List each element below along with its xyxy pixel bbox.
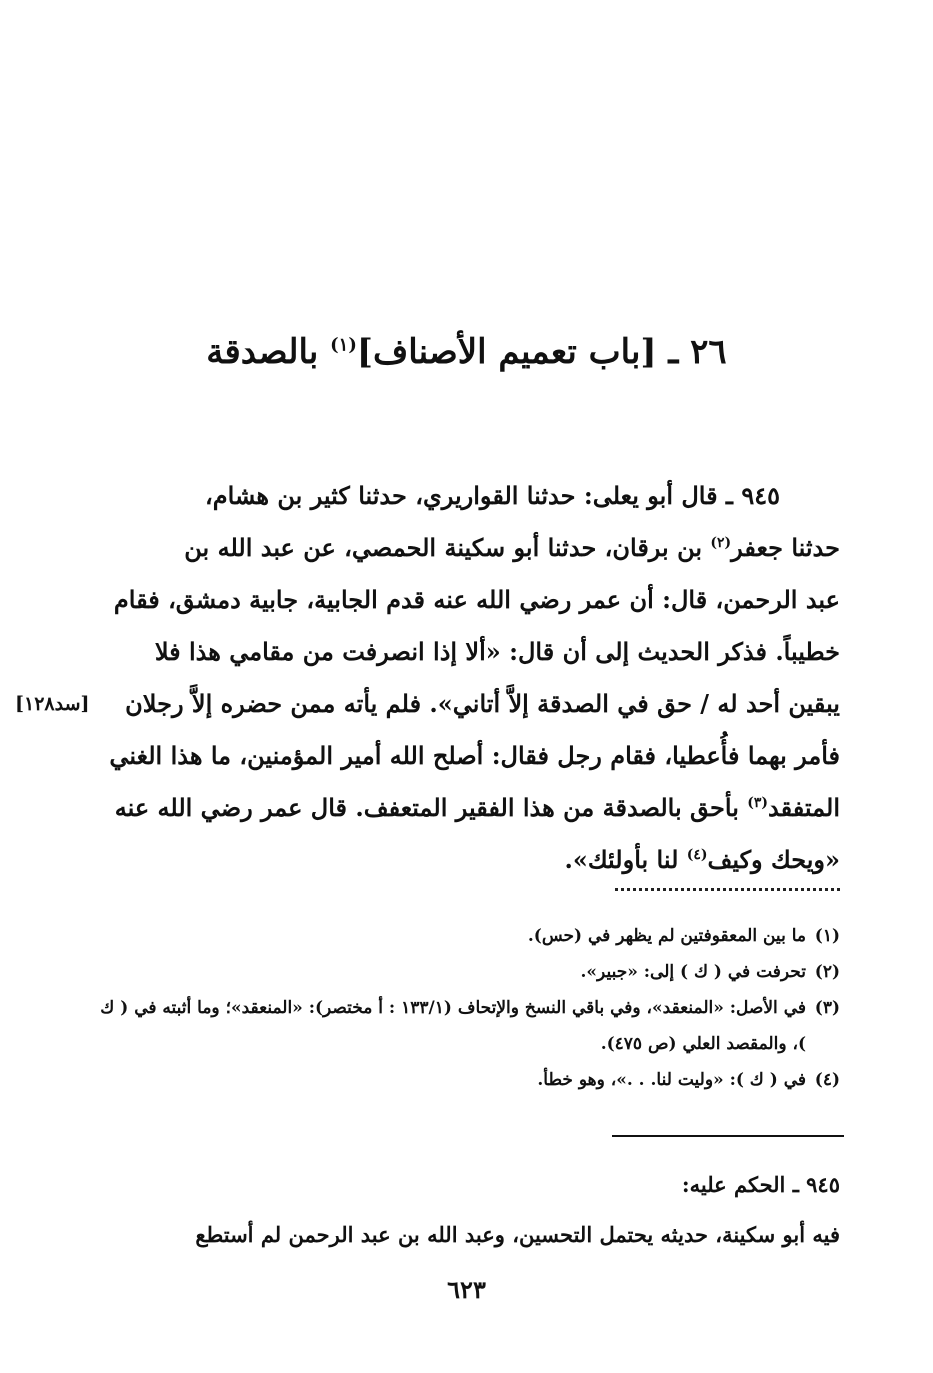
hadith-line (95, 834, 840, 886)
footnote-text: تحرفت في ( ك ) إلى: «جبير». (580, 962, 806, 982)
hadith-line-part: لنا بأولئك». (564, 845, 687, 874)
hadith-line-part: «ويحك وكيف (707, 845, 840, 874)
chapter-footnote-marker[interactable]: (١) (330, 334, 357, 356)
footnote-item (95, 1062, 840, 1098)
commentary-separator (612, 1135, 844, 1137)
hadith-line-part: يبقين أحد له / حق في الصدقة إلاَّ أتاني». فلم يأته ممن حضره إلاَّ رجلان (125, 689, 840, 718)
hadith-line-part: حدثنا جعفر (731, 533, 840, 562)
footnote-number: (٢) (814, 962, 840, 982)
hadith-line: عبد الرحمن، قال: أن عمر رضي الله عنه قدم الجابية، جابية دمشق، فقام (113, 585, 840, 614)
footnote-item (95, 954, 840, 990)
footnote-number: (١) (814, 926, 840, 946)
footnote-separator (615, 888, 840, 891)
footnote-marker-4[interactable]: (٤) (686, 847, 708, 863)
hadith-line-part: بأحق بالصدقة من هذا الفقير المتعفف. قال عمر رضي الله عنه (114, 793, 748, 822)
page-number: ٦٢٣ (447, 1275, 486, 1304)
footnote-text: في الأصل: «المنعقد»، وفي باقي النسخ والإتحاف (١٣٣/١ : أ مختصر): «المنعقد»؛ وما أثبته في ( ك )، والمقصد العلي (ص ٤٧٥). (100, 998, 806, 1054)
footnote-text: في ( ك ): «وليت لنا. . .»، وهو خطأ. (537, 1070, 806, 1090)
footnote-number: (٣) (814, 998, 840, 1018)
hadith-line (95, 522, 840, 574)
hadith-line (95, 782, 840, 834)
hadith-text (15, 470, 840, 886)
hadith-line: خطيباً. فذكر الحديث إلى أن قال: «ألا إذا انصرفت من مقامي هذا فلا (154, 637, 840, 666)
margin-reference: [سد١٢٨] (15, 693, 90, 715)
footnote-text: ما بين المعقوفتين لم يظهر في (حس). (527, 926, 806, 946)
chapter-heading (0, 332, 933, 372)
footnote-number: (٤) (814, 1070, 840, 1090)
chapter-heading-text-end: بالصدقة (206, 332, 331, 372)
commentary-line: فيه أبو سكينة، حديثه يحتمل التحسين، وعبد الله بن عبد الرحمن لم أستطع (195, 1222, 840, 1247)
hadith-line-part: المتفقد (768, 793, 840, 822)
hadith-line-part: بن برقان، حدثنا أبو سكينة الحمصي، عن عبد الله بن (184, 533, 711, 562)
footnote-marker-2[interactable]: (٢) (710, 535, 732, 551)
hadith-line: ٩٤٥ ـ قال أبو يعلى: حدثنا القواريري، حدثنا كثير بن هشام، (205, 481, 780, 510)
footnotes (95, 918, 840, 1098)
footnote-marker-3[interactable]: (٣) (747, 795, 769, 811)
commentary (95, 1160, 840, 1260)
commentary-heading: ٩٤٥ ـ الحكم عليه: (681, 1172, 840, 1197)
hadith-line (15, 678, 840, 730)
footnote-item (95, 990, 840, 1062)
footnote-item (95, 918, 840, 954)
chapter-heading-text: ٢٦ ـ [باب تعميم الأصناف] (356, 332, 727, 372)
hadith-line: فأمر بهما فأُعطيا، فقام رجل فقال: أصلح الله أمير المؤمنين، ما هذا الغني (109, 741, 840, 770)
